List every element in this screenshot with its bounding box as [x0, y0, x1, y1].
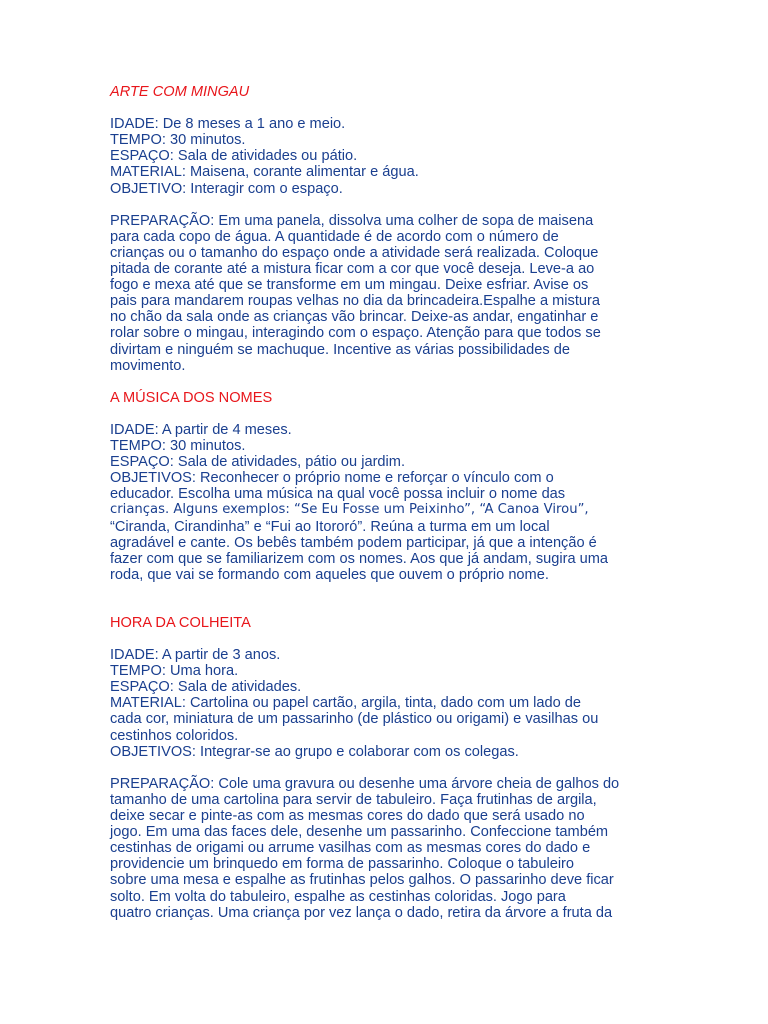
paragraph-line: movimento.	[110, 357, 186, 374]
field-tempo: TEMPO: Uma hora.	[110, 663, 239, 680]
paragraph-line: sobre uma mesa e espalhe as frutinhas pelos galhos. O passarinho deve ficar	[110, 872, 614, 889]
paragraph-line: quatro crianças. Uma criança por vez lança o dado, retira da árvore a fruta da	[110, 904, 613, 921]
field-tempo: TEMPO: 30 minutos.	[110, 132, 246, 149]
paragraph-line: cestinhas de origami ou arrume vasilhas com as mesmas cores do dado e	[110, 840, 591, 857]
paragraph-line: no chão da sala onde as crianças vão brincar. Deixe-as andar, engatinhar e	[110, 309, 599, 326]
section-title-hora-da-colheita: HORA DA COLHEITA	[110, 614, 251, 631]
paragraph-line: agradável e cante. Os bebês também podem participar, já que a intenção é	[110, 534, 597, 551]
field-objetivos: OBJETIVOS: Integrar-se ao grupo e colaborar com os colegas.	[110, 743, 519, 760]
paragraph-line: rolar sobre o mingau, interagindo com o espaço. Atenção para que todos se	[110, 325, 601, 342]
paragraph-line: jogo. Em uma das faces dele, desenhe um passarinho. Confeccione também	[110, 824, 609, 841]
document-page	[110, 84, 670, 921]
paragraph-line: pitada de corante até a mistura ficar com a cor que você deseja. Leve-a ao	[110, 261, 595, 278]
paragraph-line: divirtam e ninguém se machuque. Incentive as várias possibilidades de	[110, 341, 570, 358]
field-objetivo: OBJETIVO: Interagir com o espaço.	[110, 180, 343, 197]
paragraph-line: PREPARAÇÃO: Cole uma gravura ou desenhe uma árvore cheia de galhos do	[110, 775, 620, 792]
paragraph-line: para cada copo de água. A quantidade é de acordo com o número de	[110, 228, 559, 245]
section-fields	[110, 116, 670, 196]
paragraph-line: “Ciranda, Cirandinha” e “Fui ao Itororó”. Reúna a turma em um local	[110, 518, 550, 535]
paragraph-line: solto. Em volta do tabuleiro, espalhe as cestinhas coloridas. Jogo para	[110, 888, 566, 905]
field-idade: IDADE: De 8 meses a 1 ano e meio.	[110, 116, 346, 133]
paragraph-line: fazer com que se familiarizem com os nomes. Aos que já andam, sugira uma	[110, 550, 609, 567]
paragraph-line: crianças ou o tamanho do espaço onde a atividade será realizada. Coloque	[110, 244, 599, 261]
paragraph-line: providencie um brinquedo em forma de passarinho. Coloque o tabuleiro	[110, 856, 575, 873]
field-espaco: ESPAÇO: Sala de atividades.	[110, 679, 302, 696]
field-idade: IDADE: A partir de 4 meses.	[110, 421, 292, 438]
paragraph-line: fogo e mexa até que se transforme em um mingau. Deixe esfriar. Avise os	[110, 277, 589, 294]
field-material-cont: cada cor, miniatura de um passarinho (de plástico ou origami) e vasilhas ou	[110, 711, 599, 728]
field-material: MATERIAL: Maisena, corante alimentar e água.	[110, 164, 419, 181]
preparation-paragraph	[110, 776, 670, 921]
paragraph-line: OBJETIVOS: Reconhecer o próprio nome e reforçar o vínculo com o	[110, 470, 554, 487]
objectives-paragraph	[110, 470, 670, 583]
paragraph-line: pais para mandarem roupas velhas no dia da brincadeira.Espalhe a mistura	[110, 293, 600, 310]
section-fields	[110, 422, 670, 470]
field-material: MATERIAL: Cartolina ou papel cartão, argila, tinta, dado com um lado de	[110, 695, 582, 712]
section-fields	[110, 647, 670, 760]
paragraph-line: educador. Escolha uma música na qual você possa incluir o nome das	[110, 486, 566, 503]
paragraph-line: PREPARAÇÃO: Em uma panela, dissolva uma colher de sopa de maisena	[110, 212, 594, 229]
field-idade: IDADE: A partir de 3 anos.	[110, 647, 281, 664]
field-material-cont: cestinhos coloridos.	[110, 727, 239, 744]
section-title-a-musica-dos-nomes: A MÚSICA DOS NOMES	[110, 389, 273, 406]
paragraph-line: deixe secar e pinte-as com as mesmas cores do dado que será usado no	[110, 808, 585, 825]
field-tempo: TEMPO: 30 minutos.	[110, 438, 246, 455]
paragraph-line: tamanho de uma cartolina para servir de tabuleiro. Faça frutinhas de argila,	[110, 791, 597, 808]
section-title-arte-com-mingau: ARTE COM MINGAU	[110, 84, 250, 100]
paragraph-line: roda, que vai se formando com aqueles que ouvem o próprio nome.	[110, 566, 549, 583]
field-espaco: ESPAÇO: Sala de atividades, pátio ou jardim.	[110, 454, 406, 471]
preparation-paragraph	[110, 213, 670, 374]
field-espaco: ESPAÇO: Sala de atividades ou pátio.	[110, 148, 358, 165]
paragraph-line: crianças. Alguns exemplos: “Se Eu Fosse um Peixinho”, “A Canoa Virou”,	[110, 502, 589, 518]
